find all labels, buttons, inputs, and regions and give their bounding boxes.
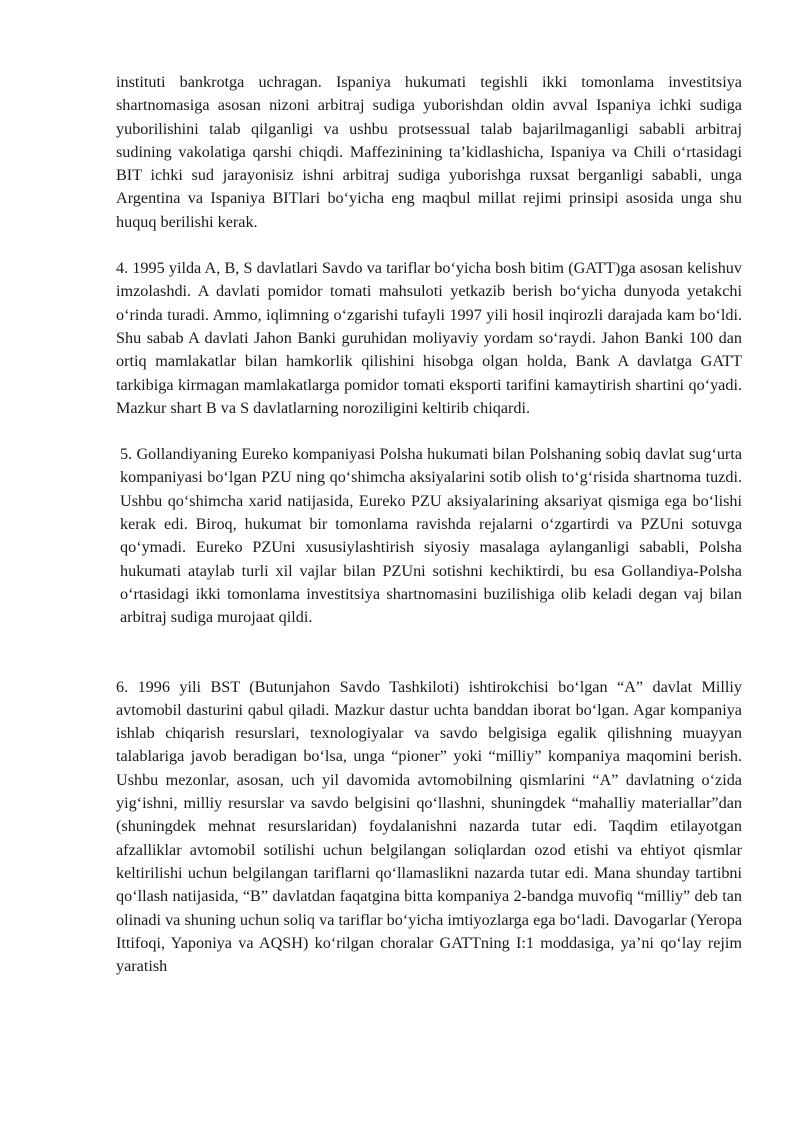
document-page: [116, 71, 742, 978]
paragraph-case-3-continued: instituti bankrotga uchragan. Ispaniya hukumati tegishli ikki tomonlama investitsiya shartnomasiga asosan nizoni arbitraj sudiga yuborishdan oldin avval Ispaniya ichki sudiga yuborilishini talab qilganligi va ushbu protsessual talab bajarilmaganligi sababli arbitraj sudining vakolatiga qarshi chiqdi. Maffezinining ta’kidlashicha, Ispaniya va Chili oʻrtasidagi BIT ichki sud jarayonisiz ishni arbitraj sudiga yuborishga ruxsat berganligi sababli, unga Argentina va Ispaniya BITlari boʻyicha eng maqbul millat rejimi prinsipi asosida unga shu huquq berilishi kerak.: [116, 73, 742, 231]
paragraph-case-5: 5. Gollandiyaning Eureko kompaniyasi Polsha hukumati bilan Polshaning sobiq davlat sugʻurta kompaniyasi boʻlgan PZU ning qoʻshimcha aksiyalarini sotib olish toʻgʻrisida shartnoma tuzdi. Ushbu qoʻshimcha xarid natijasida, Eureko PZU aksiyalarining aksariyat qismiga ega boʻlishi kerak edi. Biroq, hukumat bir tomonlama ravishda rejalarni oʻzgartirdi va PZUni sotuvga qoʻymadi. Eureko PZUni xususiylashtirish siyosiy masalaga aylanganligi sababli, Polsha hukumati ataylab turli xil vajlar bilan PZUni sotishni kechiktirdi, bu esa Gollandiya-Polsha oʻrtasidagi ikki tomonlama investitsiya shartnomasini buzilishiga olib keladi degan vaj bilan arbitraj sudiga murojaat qildi.: [120, 445, 742, 627]
paragraph-case-6: 6. 1996 yili BST (Butunjahon Savdo Tashkiloti) ishtirokchisi boʻlgan “A” davlat Milliy avtomobil dasturini qabul qiladi. Mazkur dastur uchta banddan iborat boʻlgan. Agar kompaniya ishlab chiqarish resurslari, texnologiyalar va savdo belgisiga egalik qilishning muayyan talablariga javob beradigan boʻlsa, unga “pioner” yoki “milliy” kompaniya maqomini berish. Ushbu mezonlar, asosan, uch yil davomida avtomobilning qismlarini “A” davlatning oʻzida yigʻishni, milliy resurslar va savdo belgisini qoʻllashni, shuningdek “mahalliy materiallar”dan (shuningdek mehnat resurslaridan) foydalanishni nazarda tutar edi. Taqdim etilayotgan afzalliklar avtomobil sotilishi uchun belgilangan soliqlardan ozod etishi va ehtiyot qismlar keltirilishi uchun belgilangan tariflarni qoʻllamaslikni nazarda tutar edi. Mana shunday tartibni qoʻllash natijasida, “B” davlatdan faqatgina bitta kompaniya 2-bandga muvofiq “milliy” deb tan olinadi va shuning uchun soliq va tariflar boʻyicha imtiyozlarga ega boʻladi. Davogarlar (Yeropa Ittifoqi, Yaponiya va AQSH) koʻrilgan choralar GATTning I:1 moddasiga, yaʼni qoʻlay rejim yaratish: [116, 677, 742, 976]
paragraph-case-4: 4. 1995 yilda A, B, S davlatlari Savdo va tariflar boʻyicha bosh bitim (GATT)ga asosan kelishuv imzolashdi. A davlati pomidor tomati mahsuloti yetkazib berish boʻyicha dunyoda yetakchi oʻrinda turadi. Ammo, iqlimning oʻzgarishi tufayli 1997 yili hosil inqirozli darajada kam boʻldi. Shu sabab A davlati Jahon Banki guruhidan moliyaviy yordam soʻraydi. Jahon Banki 100 dan ortiq mamlakatlar bilan hamkorlik qilishini hisobga olgan holda, Bank A davlatga GATT tarkibiga kirmagan mamlakatlarga pomidor tomati eksporti tarifini kamaytirish shartini qoʻyadi. Mazkur shart B va S davlatlarning noroziligini keltirib chiqardi.: [116, 259, 742, 417]
